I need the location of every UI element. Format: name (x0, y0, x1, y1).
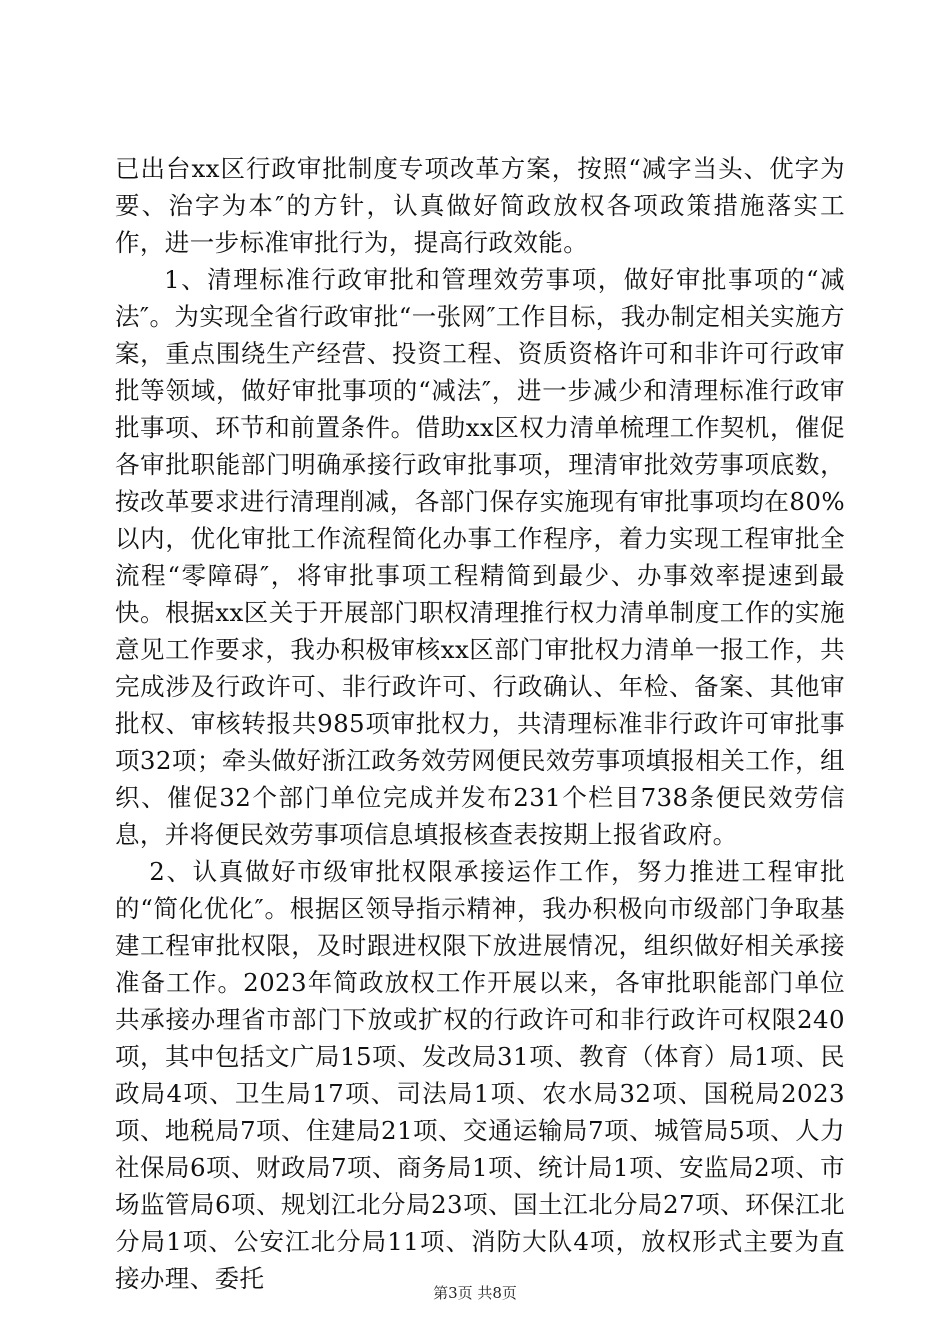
paragraph-intro: 已出台xx区行政审批制度专项改革方案，按照“减字当头、优字为要、治字为本″的方针，认真做好简政放权各项政策措施落实工作，进一步标准审批行为，提高行政效能。 (115, 154, 845, 257)
paragraph-item-2: 2、认真做好市级审批权限承接运作工作，努力推进工程审批的“简化优化″。根据区领导指示精神，我办积极向市级部门争取基建工程审批权限，及时跟进权限下放进展情况，组织做好相关承接准备工作。2023年简政放权工作开展以来，各审批职能部门单位共承接办理省市部门下放或扩权的行政许可和非行政许可权限240项，其中包括文广局15项、发改局31项、教育（体育）局1项、民政局4项、卫生局17项、司法局1项、农水局32项、国税局2023项、地税局7项、住建局21项、交通运输局7项、城管局5项、人力社保局6项、财政局7项、商务局1项、统计局1项、安监局2项、市场监管局6项、规划江北分局23项、国土江北分局27项、环保江北分局1项、公安江北分局11项、消防大队4项，放权形式主要为直接办理、委托 (115, 857, 845, 1293)
page-number-footer: 第3页 共8页 (433, 1284, 517, 1302)
document-body (115, 150, 845, 1297)
paragraph-item-1: 1、清理标准行政审批和管理效劳事项，做好审批事项的“减法″。为实现全省行政审批“一张网″工作目标，我办制定相关实施方案，重点围绕生产经营、投资工程、资质资格许可和非许可行政审批等领域，做好审批事项的“减法″，进一步减少和清理标准行政审批事项、环节和前置条件。借助xx区权力清单梳理工作契机，催促各审批职能部门明确承接行政审批事项，理清审批效劳事项底数，按改革要求进行清理削减，各部门保存实施现有审批事项均在80%以内，优化审批工作流程简化办事工作程序，着力实现工程审批全流程“零障碍″，将审批事项工程精简到最少、办事效率提速到最快。根据xx区关于开展部门职权清理推行权力清单制度工作的实施意见工作要求，我办积极审核xx区部门审批权力清单一报工作，共完成涉及行政许可、非行政许可、行政确认、年检、备案、其他审批权、审核转报共985项审批权力，共清理标准非行政许可审批事项32项；牵头做好浙江政务效劳网便民效劳事项填报相关工作，组织、催促32个部门单位完成并发布231个栏目738条便民效劳信息，并将便民效劳事项信息填报核查表按期上报省政府。 (115, 265, 845, 849)
